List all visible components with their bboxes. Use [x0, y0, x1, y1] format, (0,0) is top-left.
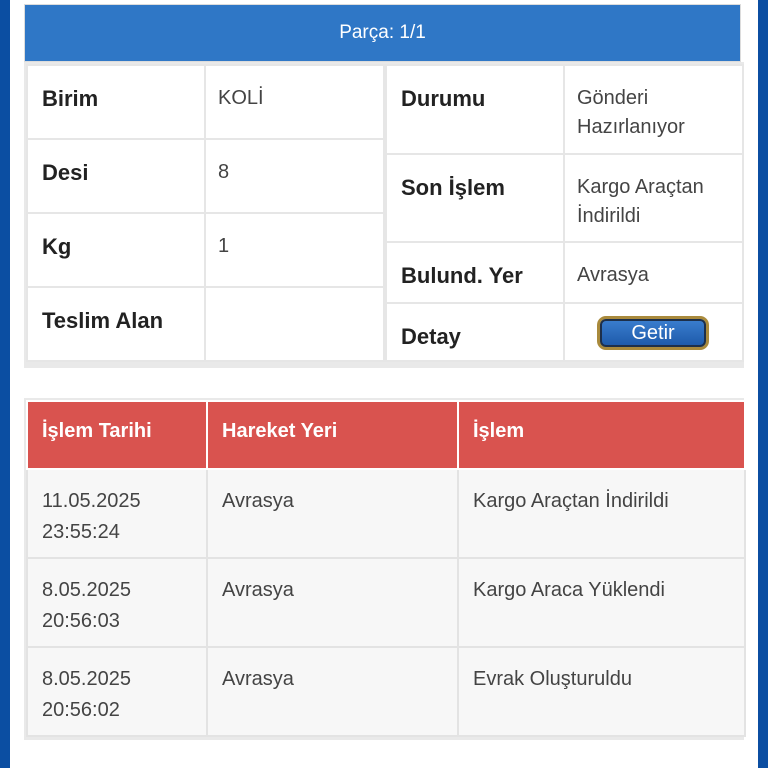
info-row-teslim-alan [27, 287, 384, 361]
history-location-cell: Avrasya [207, 558, 458, 647]
table-row [27, 558, 745, 647]
info-label: Kg [27, 213, 205, 287]
history-time: 20:56:02 [42, 699, 120, 721]
column-header-action: İşlem [458, 401, 745, 469]
history-datetime-cell [27, 647, 207, 736]
movement-history-table [26, 400, 746, 737]
info-row-desi [27, 139, 384, 213]
info-row-bulund-yer [386, 242, 743, 303]
info-value: Avrasya [564, 242, 743, 303]
history-date: 11.05.2025 [42, 490, 141, 512]
info-value-action [564, 303, 743, 361]
info-row-detay [386, 303, 743, 361]
table-row [27, 469, 745, 558]
package-info-table [26, 64, 385, 362]
info-label: Bulund. Yer [386, 242, 564, 303]
history-action-cell: Kargo Araca Yüklendi [458, 558, 745, 647]
history-datetime-cell [27, 469, 207, 558]
shipment-detail-page [10, 0, 758, 768]
info-label: Son İşlem [386, 154, 564, 242]
info-row-durumu [386, 65, 743, 154]
part-header-label: Parça: 1/1 [339, 22, 426, 43]
history-header-row [27, 401, 745, 469]
info-label: Desi [27, 139, 205, 213]
info-value: Kargo Araçtan İndirildi [564, 154, 743, 242]
status-info-table [385, 64, 744, 362]
history-location-cell: Avrasya [207, 647, 458, 736]
info-row-birim [27, 65, 384, 139]
info-row-kg [27, 213, 384, 287]
info-label: Durumu [386, 65, 564, 154]
column-header-date: İşlem Tarihi [27, 401, 207, 469]
info-value: 1 [205, 213, 384, 287]
movement-history-panel [24, 398, 744, 740]
history-time: 23:55:24 [42, 521, 120, 543]
history-date: 8.05.2025 [42, 579, 131, 601]
history-action-cell: Evrak Oluşturuldu [458, 647, 745, 736]
info-value [205, 287, 384, 361]
history-action-cell: Kargo Araçtan İndirildi [458, 469, 745, 558]
info-value: Gönderi Hazırlanıyor [564, 65, 743, 154]
history-datetime-cell [27, 558, 207, 647]
info-label: Teslim Alan [27, 287, 205, 361]
column-header-location: Hareket Yeri [207, 401, 458, 469]
info-value: 8 [205, 139, 384, 213]
info-value: KOLİ [205, 65, 384, 139]
info-row-son-islem [386, 154, 743, 242]
history-time: 20:56:03 [42, 610, 120, 632]
table-row [27, 647, 745, 736]
shipment-info-panel [24, 62, 744, 368]
history-date: 8.05.2025 [42, 668, 131, 690]
part-header [24, 4, 741, 62]
getir-button[interactable]: Getir [597, 316, 709, 350]
info-label: Detay [386, 303, 564, 361]
history-location-cell: Avrasya [207, 469, 458, 558]
info-label: Birim [27, 65, 205, 139]
